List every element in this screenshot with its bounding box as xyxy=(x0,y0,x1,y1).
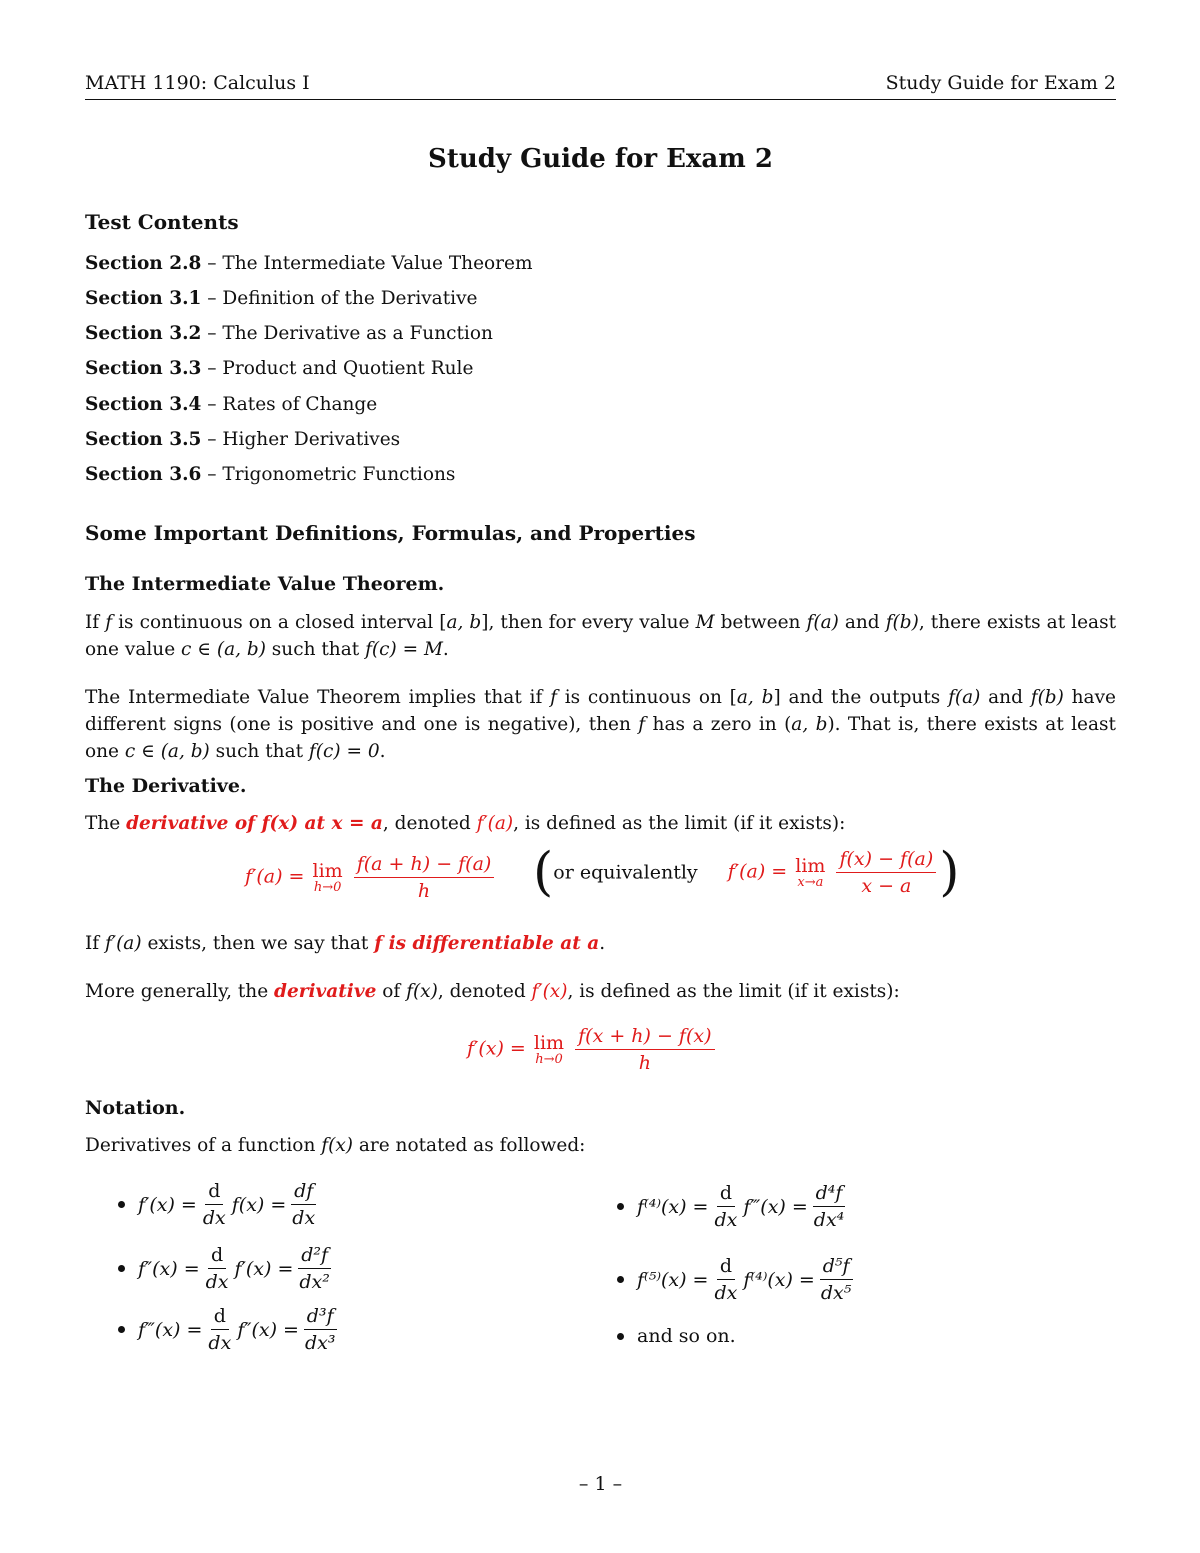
definitions-heading: Some Important Definitions, Formulas, and Properties xyxy=(85,521,696,545)
derivative-formula-alt: (or equivalently f′(a) = lim x→a $\frac{f(x) - f(a)}{x - a}$ ) xyxy=(533,842,960,903)
page-title: Study Guide for Exam 2 xyxy=(428,144,773,174)
test-contents-heading: Test Contents xyxy=(85,210,239,234)
section-label: Section 3.1 xyxy=(85,288,202,309)
bullet-icon xyxy=(617,1276,624,1283)
notation-item: f′(x) = $\frac{d}{dx}$ f(x) = $\frac{df}{dx}$ xyxy=(118,1180,321,1229)
bullet-icon xyxy=(617,1203,624,1210)
derivative-heading: The Derivative. xyxy=(85,775,247,797)
section-label: Section 3.5 xyxy=(85,429,202,450)
notation-item xyxy=(617,1325,736,1347)
term-derivative-at-a: derivative of f(x) at x = a xyxy=(126,813,383,834)
section-label: Section 3.6 xyxy=(85,464,202,485)
section-topic: – Product and Quotient Rule xyxy=(207,358,474,379)
header-rule xyxy=(85,99,1116,100)
section-label: Section 2.8 xyxy=(85,253,202,274)
section-row xyxy=(85,394,377,415)
running-header xyxy=(85,72,1116,94)
section-row xyxy=(85,323,493,344)
ivt-implication: The Intermediate Value Theorem implies that if f is continuous on [a, b] and the outputs f(a) and f(b) have different signs (one is positive and one is negative), then f has a zero in (a, b). That is, there exists at least one c ∈ (a, b) such that f(c) = 0. xyxy=(85,687,1116,762)
and-so-on: and so on. xyxy=(637,1325,736,1347)
section-topic: – The Derivative as a Function xyxy=(207,323,493,344)
page-number: – 1 – xyxy=(578,1473,623,1495)
derivative-intro: The derivative of f(x) at x = a, denoted f′(a), is defined as the limit (if it exists): xyxy=(85,813,846,834)
bullet-icon xyxy=(118,1326,125,1333)
section-row xyxy=(85,358,473,379)
bullet-icon xyxy=(118,1201,125,1208)
section-topic: – The Intermediate Value Theorem xyxy=(207,253,533,274)
notation-item: f⁽⁴⁾(x) = $\frac{d}{dx}$ f‴(x) = $\frac{\text{d⁴f}}{\text{dx⁴}}$ xyxy=(617,1182,850,1231)
section-topic: – Trigonometric Functions xyxy=(207,464,456,485)
notation-item: f″(x) = $\frac{d}{dx}$ f′(x) = $\frac{\text{d²f}}{\text{dx²}}$ xyxy=(118,1244,336,1293)
section-row xyxy=(85,253,533,274)
section-topic: – Definition of the Derivative xyxy=(207,288,478,309)
bullet-icon xyxy=(118,1265,125,1272)
section-row xyxy=(85,288,477,309)
header-doc: Study Guide for Exam 2 xyxy=(885,72,1116,94)
derivative-formula-general: f′(x) = lim h→0 $\frac{f(x + h) - f(x)}{h}$ xyxy=(467,1025,718,1074)
header-course: MATH 1190: Calculus I xyxy=(85,72,310,94)
section-row xyxy=(85,464,455,485)
notation-item: f‴(x) = $\frac{d}{dx}$ f″(x) = $\frac{\text{d³f}}{\text{dx³}}$ xyxy=(118,1305,341,1354)
derivative-general-intro: More generally, the derivative of f(x), denoted f′(x), is defined as the limit (if it exists): xyxy=(85,981,900,1002)
term-derivative: derivative xyxy=(274,981,377,1002)
term-differentiable: f is differentiable at a xyxy=(374,933,600,954)
derivative-formula-at-a: f′(a) = lim h→0 $\frac{f(a + h) - f(a)}{h}$ xyxy=(245,853,497,902)
notation-intro: Derivatives of a function f(x) are notated as followed: xyxy=(85,1135,586,1156)
differentiable-sentence: If f′(a) exists, then we say that f is differentiable at a. xyxy=(85,933,606,954)
ivt-statement: If f is continuous on a closed interval [a, b], then for every value M between f(a) and f(b), there exists at least one value c ∈ (a, b) such that f(c) = M. xyxy=(85,612,1117,660)
document-page xyxy=(85,0,1116,1553)
section-label: Section 3.3 xyxy=(85,358,202,379)
section-label: Section 3.4 xyxy=(85,394,202,415)
notation-item: f⁽⁵⁾(x) = $\frac{d}{dx}$ f⁽⁴⁾(x) = $\frac{\text{d⁵f}}{\text{dx⁵}}$ xyxy=(617,1255,857,1304)
section-topic: – Rates of Change xyxy=(207,394,378,415)
bullet-icon xyxy=(617,1333,624,1340)
ivt-heading: The Intermediate Value Theorem. xyxy=(85,573,445,595)
section-label: Section 3.2 xyxy=(85,323,202,344)
notation-heading: Notation. xyxy=(85,1097,186,1119)
section-topic: – Higher Derivatives xyxy=(207,429,401,450)
section-row xyxy=(85,429,400,450)
